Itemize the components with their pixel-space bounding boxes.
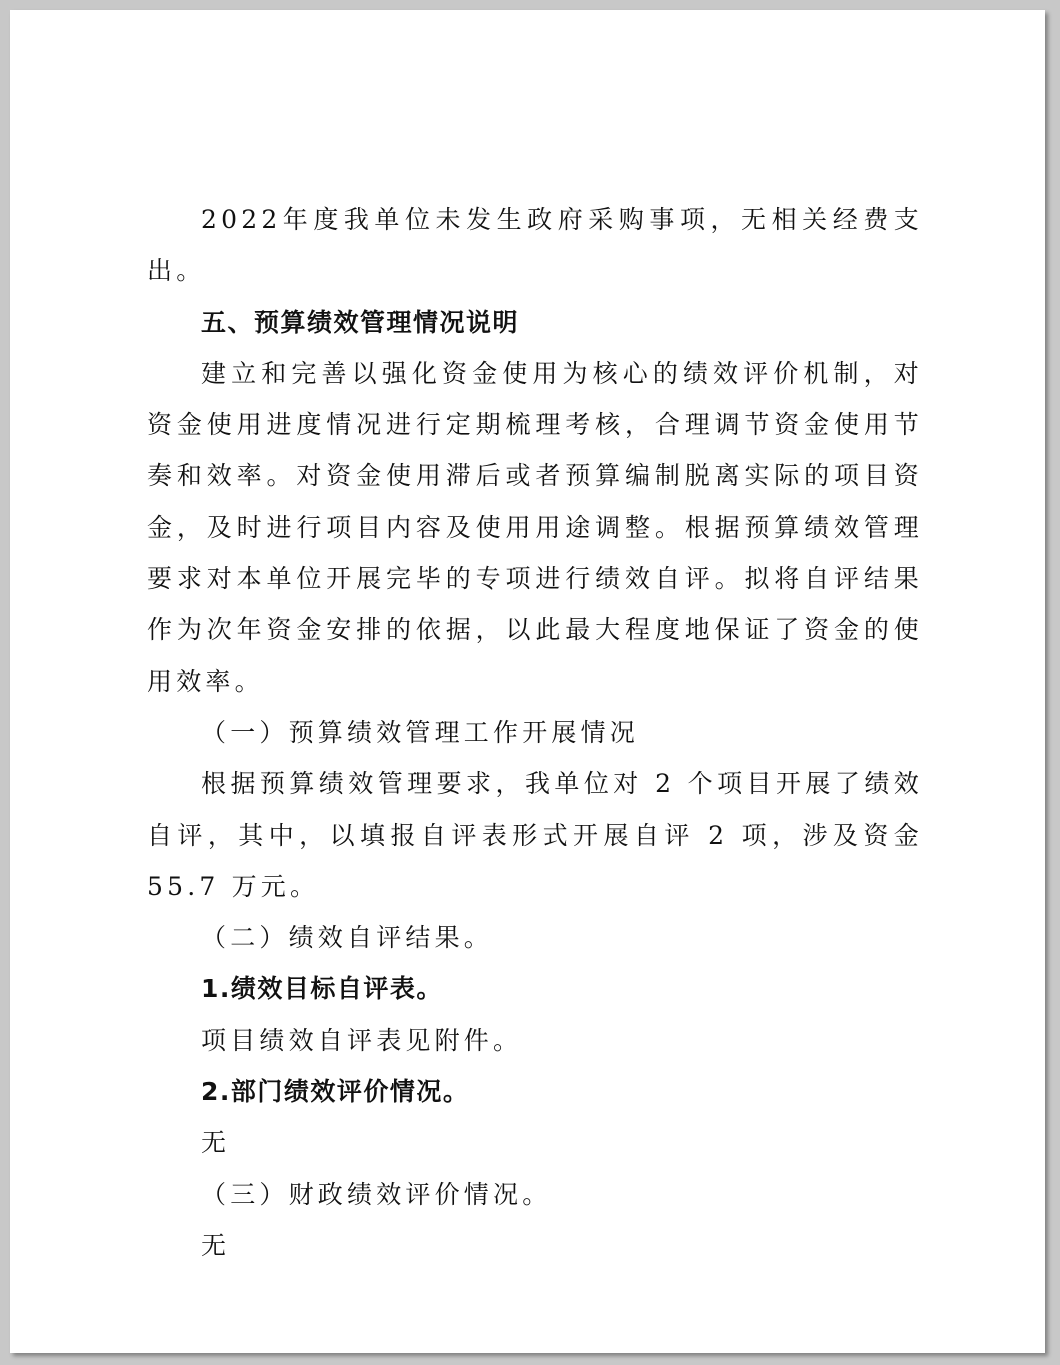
document-body [147, 194, 923, 1271]
subheading-work-status: （一）预算绩效管理工作开展情况 [201, 717, 640, 747]
paragraph-procurement: 2022年度我单位未发生政府采购事项，无相关经费支出。 [147, 205, 923, 286]
paragraph-see-attachment: 项目绩效自评表见附件。 [201, 1025, 523, 1055]
paragraph-self-evaluation: 根据预算绩效管理要求，我单位对 2 个项目开展了绩效自评，其中，以填报自评表形式开展自评 2 项，涉及资金 55.7 万元。 [147, 769, 923, 901]
item-heading-department-evaluation: 2.部门绩效评价情况。 [201, 1077, 470, 1107]
paragraph-evaluation-mechanism: 建立和完善以强化资金使用为核心的绩效评价机制，对资金使用进度情况进行定期梳理考核，合理调节资金使用节奏和效率。对资金使用滞后或者预算编制脱离实际的项目资金，及时进行项目内容及使用用途调整。根据预算绩效管理要求对本单位开展完毕的专项进行绩效自评。拟将自评结果作为次年资金安排的依据，以此最大程度地保证了资金的使用效率。 [147, 358, 923, 696]
subheading-fiscal-evaluation: （三）财政绩效评价情况。 [201, 1179, 552, 1209]
document-page [10, 10, 1045, 1353]
item-heading-target-table: 1.绩效目标自评表。 [201, 974, 443, 1004]
paragraph-none-2: 无 [201, 1230, 231, 1260]
paragraph-none-1: 无 [201, 1128, 231, 1158]
section-heading-performance: 五、预算绩效管理情况说明 [201, 307, 520, 337]
subheading-self-evaluation-results: （二）绩效自评结果。 [201, 923, 494, 953]
